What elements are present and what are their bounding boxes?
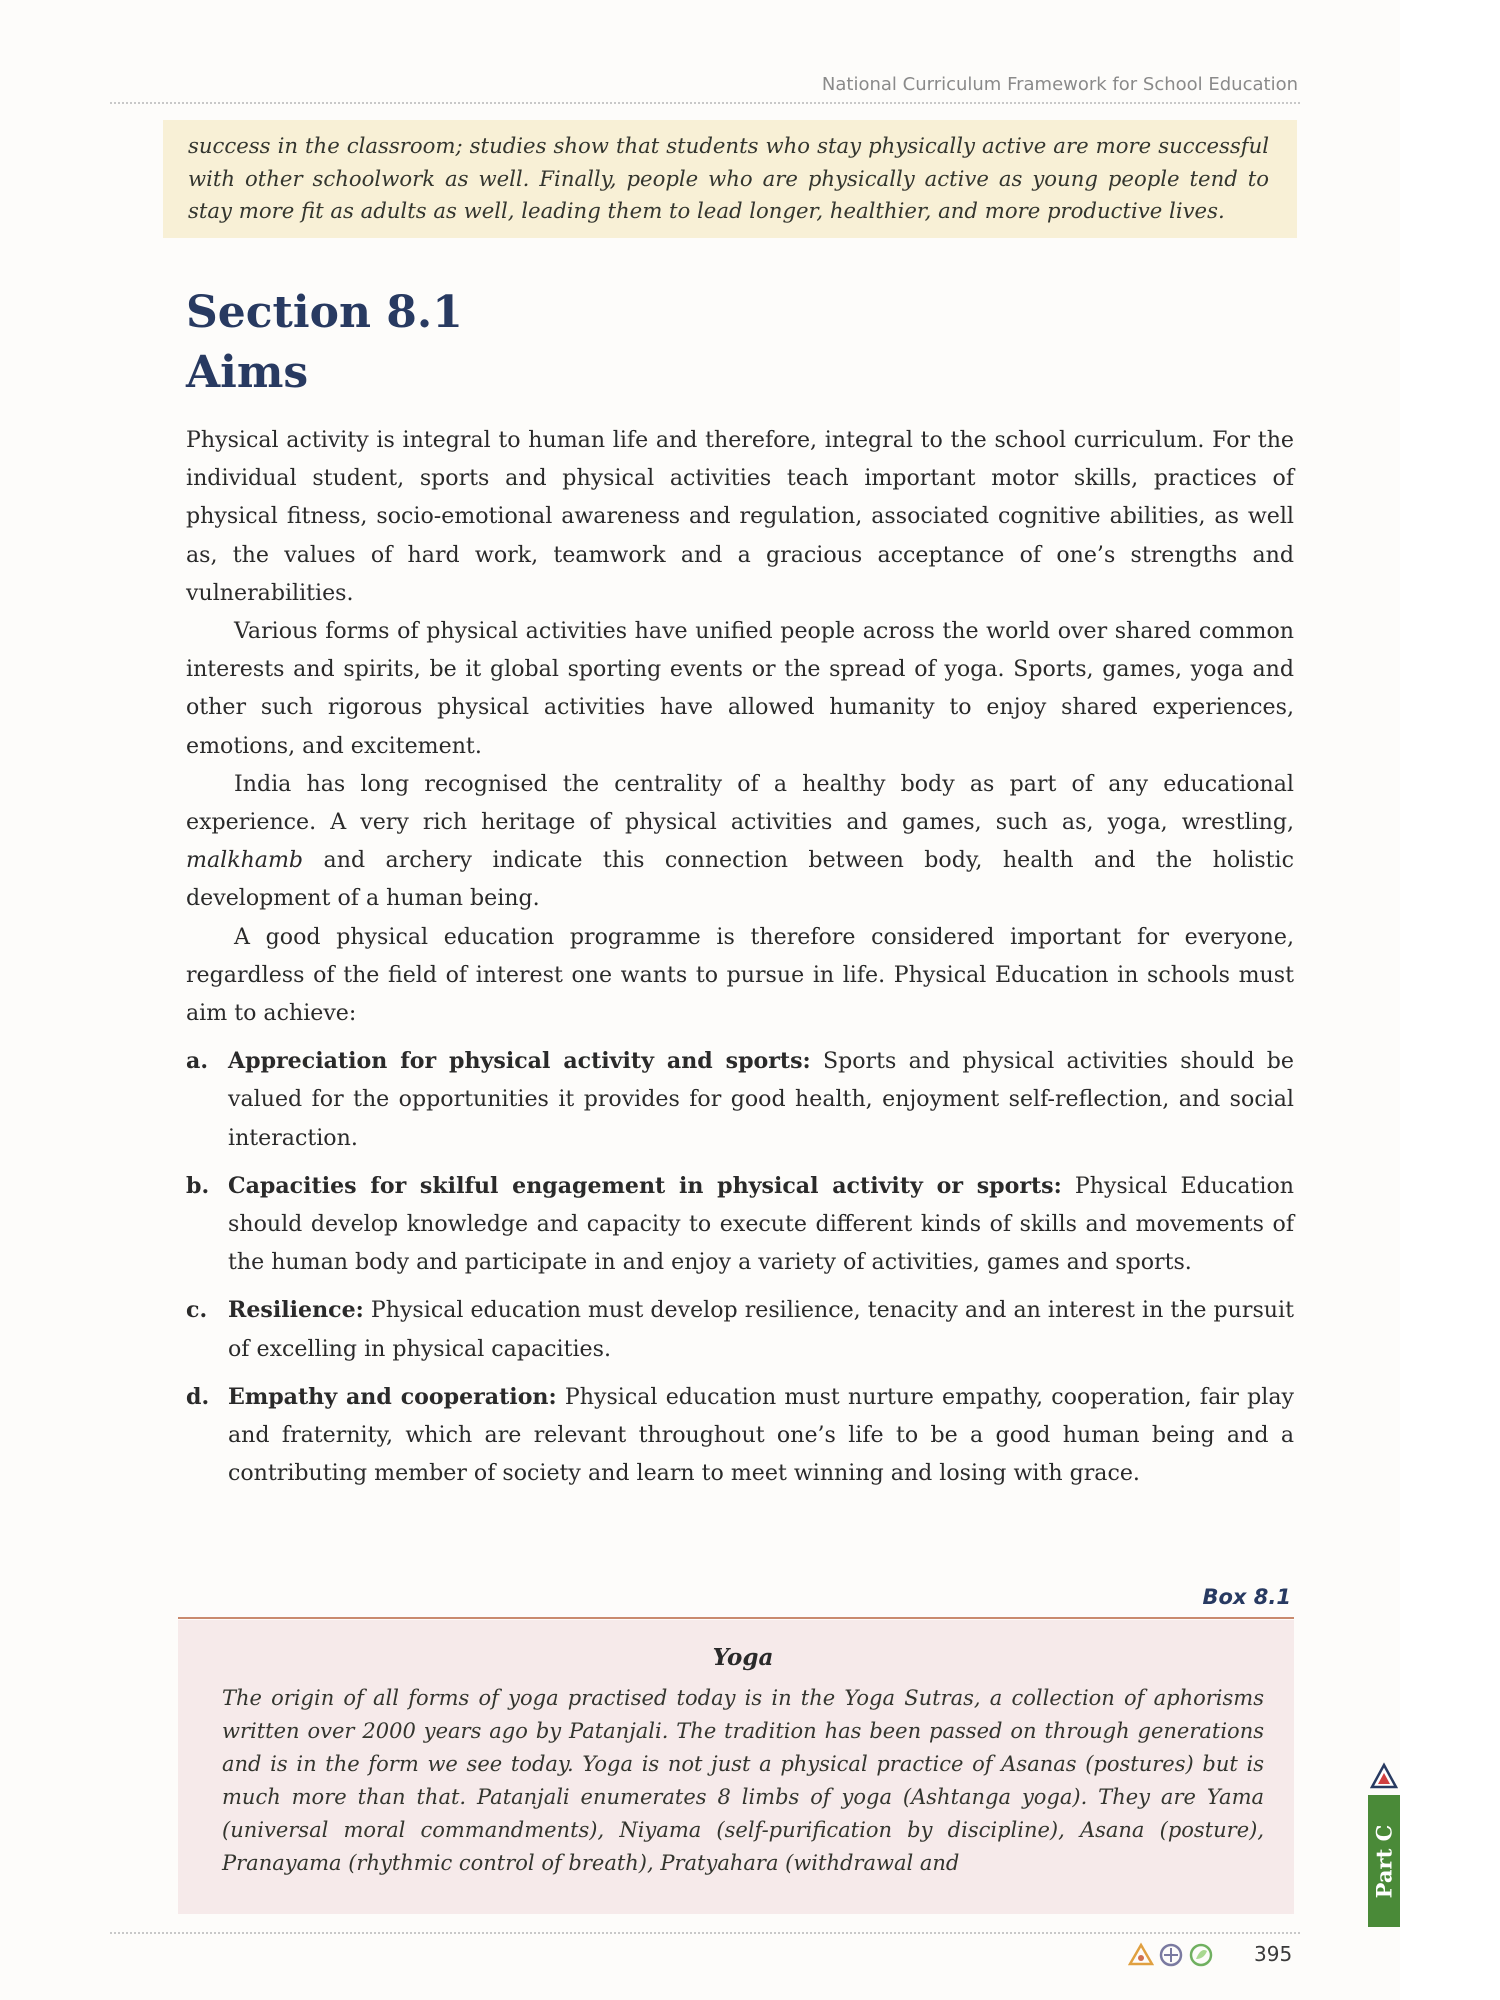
leaf-logo-icon bbox=[1188, 1942, 1214, 1968]
section-title: Aims bbox=[186, 347, 309, 398]
body-text bbox=[186, 421, 1294, 1492]
running-header: National Curriculum Framework for School Education bbox=[821, 74, 1298, 95]
list-item bbox=[186, 1291, 1294, 1367]
paragraph: A good physical education programme is therefore considered important for everyone, regardless of the field of interest one wants to pursue in life. Physical Education in schools must aim to achieve: bbox=[186, 923, 1294, 1027]
list-text: Physical Education should develop knowledge and capacity to execute different kinds of skills and movements of the human body and participate in and enjoy a variety of activities, games and sports. bbox=[228, 1172, 1294, 1276]
box-divider bbox=[178, 1617, 1294, 1619]
list-term: Appreciation for physical activity and sports: bbox=[228, 1048, 811, 1075]
yoga-box bbox=[178, 1620, 1294, 1914]
section-number: Section 8.1 bbox=[186, 287, 463, 338]
list-marker: b. bbox=[186, 1172, 210, 1199]
list-term: Empathy and cooperation: bbox=[228, 1383, 557, 1410]
part-tab-label: Part C bbox=[1371, 1824, 1397, 1898]
list-term: Capacities for skilful engagement in physical activity or sports: bbox=[228, 1172, 1062, 1199]
list-term: Resilience: bbox=[228, 1297, 364, 1324]
circle-logo-icon bbox=[1158, 1942, 1184, 1968]
footer-divider bbox=[110, 1932, 1300, 1934]
triangle-logo-icon bbox=[1128, 1942, 1154, 1968]
paragraph: Physical activity is integral to human life and therefore, integral to the school curriculum. For the individual student, sports and physical activities teach important motor skills, practices of physical fitness, socio-emotional awareness and regulation, associated cognitive abilities, as well as, the values of hard work, teamwork and a gracious acceptance of one’s strengths and vulnerabilities. bbox=[186, 427, 1294, 606]
list-marker: a. bbox=[186, 1048, 209, 1075]
part-tab bbox=[1368, 1795, 1400, 1927]
aims-list bbox=[186, 1042, 1294, 1492]
list-marker: d. bbox=[186, 1383, 210, 1410]
box-label: Box 8.1 bbox=[1202, 1585, 1291, 1609]
italic-term: malkhamb bbox=[186, 847, 304, 874]
list-text: Physical education must develop resilience, tenacity and an interest in the pursuit of excelling in physical capacities. bbox=[228, 1297, 1294, 1362]
list-item bbox=[186, 1378, 1294, 1493]
list-marker: c. bbox=[186, 1297, 208, 1324]
triangle-marker-icon bbox=[1370, 1762, 1398, 1790]
box-title: Yoga bbox=[712, 1644, 774, 1671]
footer-logos bbox=[1128, 1942, 1214, 1968]
paragraph bbox=[186, 765, 1294, 918]
paragraph: Various forms of physical activities have unified people across the world over shared common interests and spirits, be it global sporting events or the spread of yoga. Sports, games, yoga and other such rigorous physical activities have allowed humanity to enjoy shared experiences, emotions, and excitement. bbox=[186, 618, 1294, 759]
box-text: The origin of all forms of yoga practised today is in the Yoga Sutras, a collection of aphorisms written over 2000 years ago by Patanjali. The tradition has been passed on through generations and is in the form we see today. Yoga is not just a physical practice of Asanas (postures) but is much more than that. Patanjali enumerates 8 limbs of yoga (Ashtanga yoga). They are Yama (universal moral commandments), Niyama (self-purification by discipline), Asana (posture), Pranayama (rhythmic control of breath), Pratyahara (withdrawal and bbox=[222, 1686, 1264, 1875]
page-number: 395 bbox=[1254, 1942, 1293, 1966]
intro-highlight-box bbox=[163, 120, 1297, 238]
list-item bbox=[186, 1042, 1294, 1157]
paragraph-text: India has long recognised the centrality of a healthy body as part of any educational experience. A very rich heritage of physical activities and games, such as, yoga, wrestling, bbox=[186, 770, 1294, 836]
section-heading bbox=[186, 283, 463, 403]
header-divider bbox=[110, 102, 1300, 104]
intro-text: success in the classroom; studies show that students who stay physically active are more successful with other schoolwork as well. Finally, people who are physically active as young people tend to stay more fit as adults as well, leading them to lead longer, healthier, and more productive lives. bbox=[188, 133, 1269, 223]
list-text: Physical education must nurture empathy, cooperation, fair play and fraternity, which are relevant throughout one’s life to be a good human being and a contributing member of society and learn to meet winning and losing with grace. bbox=[228, 1383, 1294, 1487]
list-text: Sports and physical activities should be valued for the opportunities it provides for good health, enjoyment self-reflection, and social interaction. bbox=[228, 1048, 1294, 1151]
list-item bbox=[186, 1167, 1294, 1282]
paragraph-text: and archery indicate this connection between body, health and the holistic development of a human being. bbox=[186, 847, 1294, 912]
